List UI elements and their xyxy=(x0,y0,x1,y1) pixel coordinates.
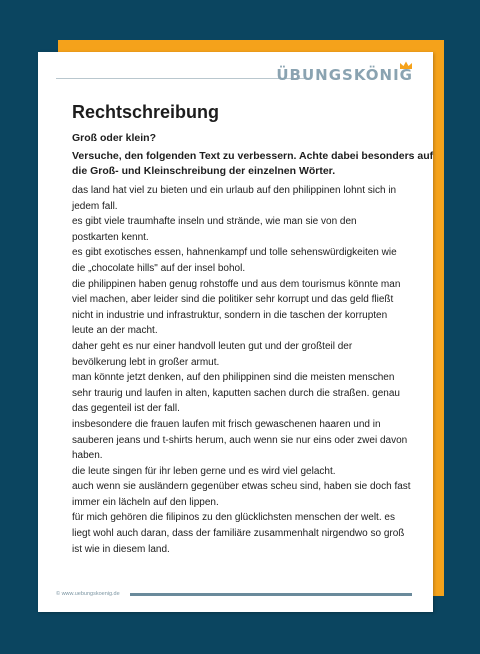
text-line: das gegenteil ist der fall. xyxy=(72,403,180,415)
text-line: daher geht es nur einer handvoll leuten gut und der großteil der xyxy=(72,340,353,352)
text-line: haben. xyxy=(72,450,103,462)
exercise-text xyxy=(72,183,417,557)
text-line: ist wie in diesem land. xyxy=(72,543,170,555)
header-rule xyxy=(56,78,308,79)
text-line: postkarten kennt. xyxy=(72,231,149,243)
text-line: die „chocolate hills" auf der insel bohol. xyxy=(72,262,246,274)
text-line: nicht in industrie und infrastruktur, sondern in die taschen der korrupten xyxy=(72,309,388,321)
text-line: es gibt exotisches essen, hahnenkampf und tolle sehenswürdigkeiten wie xyxy=(72,247,397,259)
text-line: es gibt viele traumhafte inseln und strände, wie man sie von den xyxy=(72,216,357,228)
text-line: viel machen, aber leider sind die politiker sehr korrupt und das geld fließt xyxy=(72,294,394,306)
text-line: man könnte jetzt denken, auf den philippinen sind die meisten menschen xyxy=(72,372,395,384)
task-instruction xyxy=(72,149,434,179)
text-line: immer ein lächeln auf den lippen. xyxy=(72,496,219,508)
text-line: für mich gehören die filipinos zu den glücklichsten menschen der welt. es xyxy=(72,512,395,524)
page-title: Rechtschreibung xyxy=(72,102,220,122)
text-line: liegt wohl auch daran, dass der familiäre zusammenhalt nirgendwo so groß xyxy=(72,528,405,540)
brand-logo: ÜBUNGSKÖNIG xyxy=(276,66,413,84)
footer-rule xyxy=(130,593,412,596)
task-line: die Groß- und Kleinschreibung der einzelnen Wörter. xyxy=(72,165,336,177)
page-subtitle: Groß oder klein? xyxy=(72,132,157,144)
worksheet-page xyxy=(38,52,433,612)
text-line: bevölkerung lebt in großer armut. xyxy=(72,356,220,368)
text-line: leute an der macht. xyxy=(72,325,158,337)
text-line: sehr traurig und laufen in alten, kaputten sachen durch die straßen. genau xyxy=(72,387,400,399)
footer-url: © www.uebungskoenig.de xyxy=(56,591,120,597)
text-line: jedem fall. xyxy=(72,200,118,212)
text-line: sauberen jeans und t-shirts herum, auch wenn sie nur eins oder zwei davon xyxy=(72,434,408,446)
text-line: insbesondere die frauen laufen mit frisch gewaschenen haaren und in xyxy=(72,418,381,430)
text-line: das land hat viel zu bieten und ein urlaub auf den philippinen lohnt sich in xyxy=(72,185,397,196)
text-line: die leute singen für ihr leben gerne und es wird viel gelacht. xyxy=(72,465,336,477)
task-line: Versuche, den folgenden Text zu verbessern. Achte dabei besonders auf xyxy=(72,150,434,162)
text-line: die philippinen haben genug rohstoffe und aus dem tourismus könnte man xyxy=(72,278,401,290)
text-line: auch wenn sie ausländern gegenüber etwas scheu sind, haben sie doch fast xyxy=(72,481,411,493)
